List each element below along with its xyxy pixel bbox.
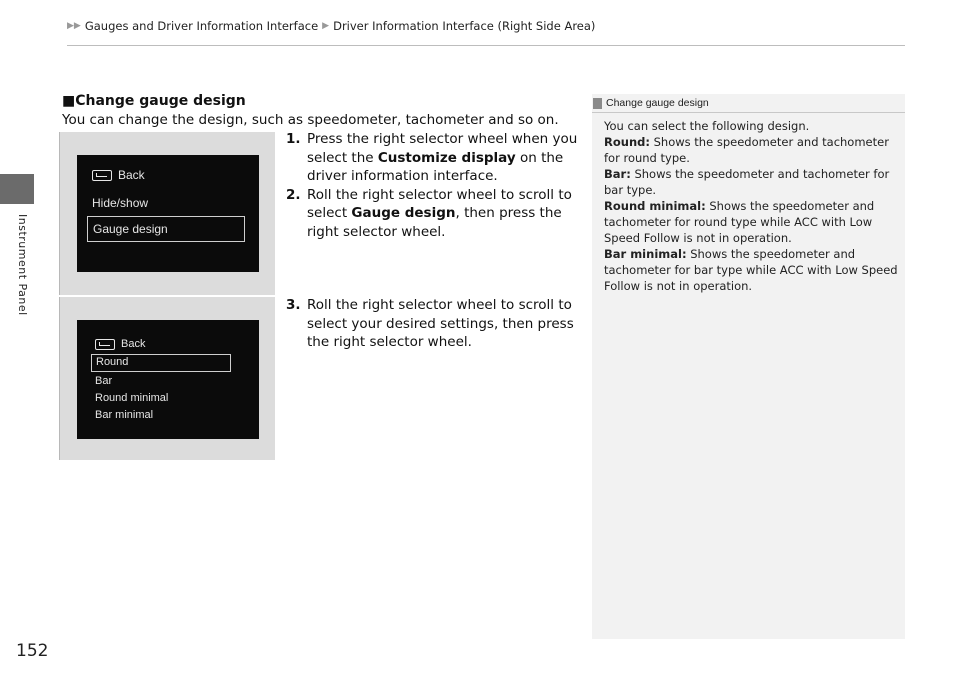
note-term: Round minimal: [604,199,706,213]
note-desc: Shows the speedometer and tachometer for round type. [604,135,889,165]
menu-item-bar: Bar [95,375,113,387]
menu-item-gauge-design: Gauge design [87,216,245,242]
step-text-bold: Gauge design [351,205,456,221]
step-text-part: Roll the right selector wheel to scroll to select your desired settings, then press the right selector wheel. [307,297,574,350]
chapter-tab-marker [0,174,34,204]
step-3 [286,296,586,352]
note-desc: Shows the speedometer and tachometer for round type while ACC with Low Speed Follow is not in operation. [604,199,875,245]
back-label: Back [118,168,145,182]
chapter-label: Instrument Panel [16,214,29,316]
step-1 [286,130,586,186]
step-number: 3. [286,297,301,313]
step-text-part: Roll the right selector wheel to scroll to select [307,186,572,221]
note-term: Round: [604,135,650,149]
section-heading: ■Change gauge design [62,93,246,109]
display-screen [77,155,259,272]
step-number: 1. [286,131,301,147]
breadcrumb [67,19,595,33]
note-panel [592,94,905,639]
screenshot-customize-display [59,132,275,295]
back-item [92,168,145,182]
menu-item-round-minimal: Round minimal [95,392,169,404]
step-number: 2. [286,186,301,203]
back-item [95,338,145,350]
note-title: Change gauge design [606,97,709,109]
note-marker-icon [593,98,602,109]
note-desc: Shows the speedometer and tachometer for bar type while ACC with Low Speed Follow is not in operation. [604,247,898,293]
step-text [307,130,586,186]
step-text [307,296,586,352]
menu-item-bar-minimal: Bar minimal [95,409,154,421]
steps-group-1 [286,130,586,241]
section-intro: You can change the design, such as speedometer, tachometer and so on. [62,112,559,128]
screenshot-gauge-design [59,297,275,460]
note-term: Bar: [604,167,631,181]
back-label: Back [121,338,146,350]
note-title-row [592,94,905,113]
step-text-part: , then press the right selector wheel. [307,205,562,240]
double-arrow-icon: ▶▶ [67,21,81,31]
note-body [604,118,899,294]
breadcrumb-item[interactable]: Driver Information Interface (Right Side Area) [333,19,596,33]
back-icon [95,339,115,350]
steps-group-2 [286,296,586,352]
menu-item-hide-show: Hide/show [92,196,149,210]
step-text-part: on the driver information interface. [307,149,564,184]
step-text [307,186,586,242]
note-entry [604,198,899,246]
note-intro: You can select the following design. [604,119,810,133]
note-entry [604,134,899,166]
back-icon [92,170,112,181]
step-text-part: Press the right selector wheel when you select the [307,131,578,166]
note-entry [604,166,899,198]
header-divider [67,45,905,46]
page-number: 152 [16,641,49,661]
arrow-icon: ▶ [322,21,330,31]
display-screen [77,320,259,439]
note-desc: Shows the speedometer and tachometer for bar type. [604,167,890,197]
step-text-bold: Customize display [377,149,516,166]
note-entry [604,246,899,294]
breadcrumb-item[interactable]: Gauges and Driver Information Interface [84,19,319,33]
menu-item-round: Round [91,354,231,372]
note-term: Bar minimal: [604,247,687,261]
step-2 [286,186,586,242]
